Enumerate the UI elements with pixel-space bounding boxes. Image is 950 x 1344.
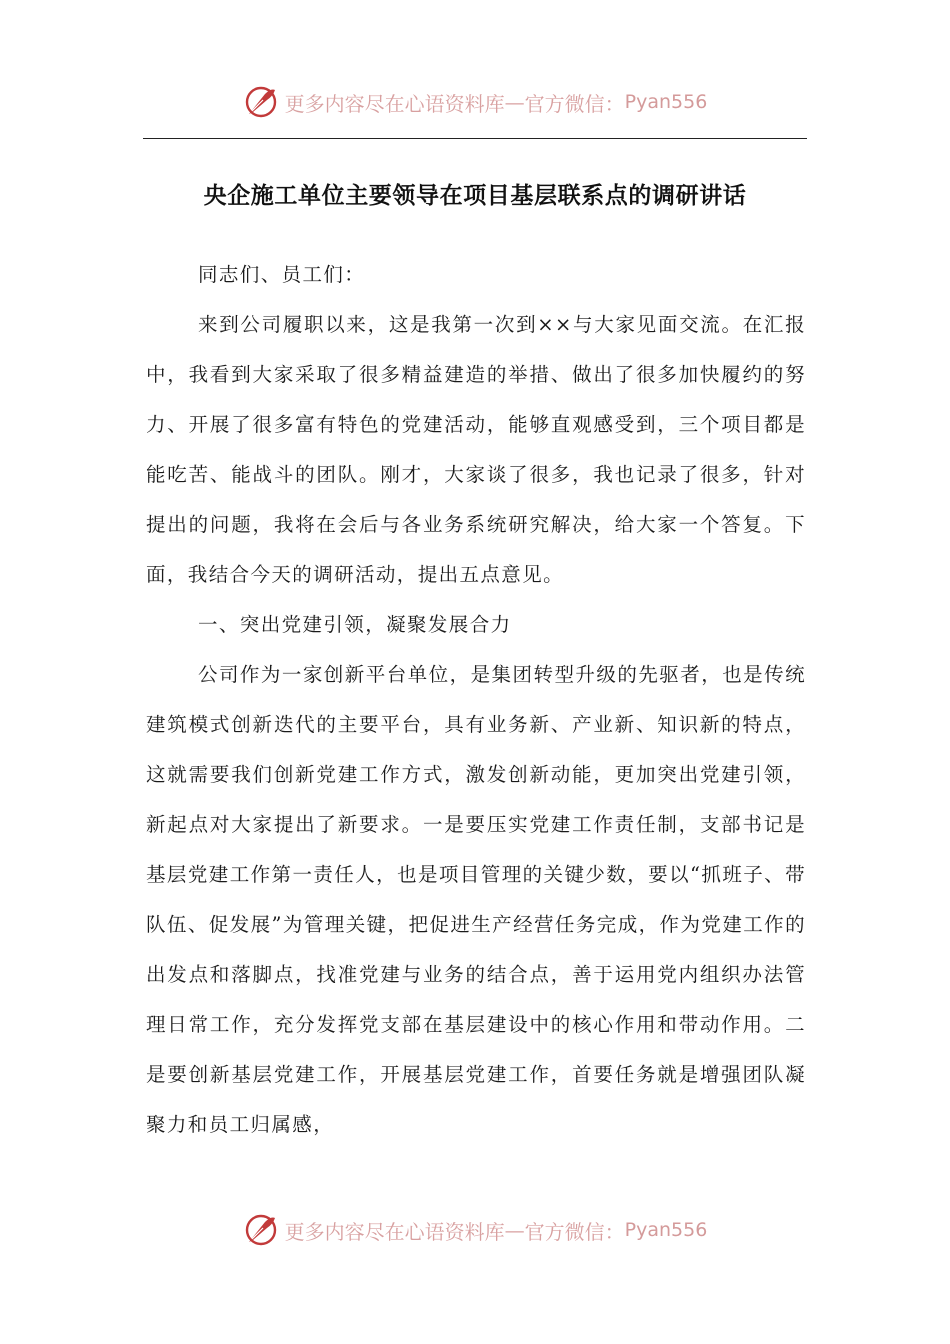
quill-pen-logo-icon — [243, 84, 279, 120]
watermark-wechat-id: Pyan556 — [624, 1219, 708, 1241]
header-divider — [143, 138, 807, 139]
document-body — [146, 250, 806, 1150]
watermark-dash: — — [504, 1218, 525, 1242]
watermark-sub-text: 官方微信： — [524, 1219, 625, 1244]
watermark-banner-bottom — [0, 1208, 950, 1252]
watermark-main-text: 更多内容尽在心语资料库 — [284, 1219, 505, 1244]
watermark-main-text: 更多内容尽在心语资料库 — [284, 91, 505, 116]
watermark-wechat-id: Pyan556 — [624, 91, 708, 113]
body-paragraph-2: 公司作为一家创新平台单位，是集团转型升级的先驱者，也是传统建筑模式创新迭代的主要平台，具有业务新、产业新、知识新的特点，这就需要我们创新党建工作方式，激发创新动能，更加突出党建引领，新起点对大家提出了新要求。一是要压实党建工作责任制，支部书记是基层党建工作第一责任人，也是项目管理的关键少数，要以“抓班子、带队伍、促发展”为管理关键，把促进生产经营任务完成，作为党建工作的出发点和落脚点，找准党建与业务的结合点，善于运用党内组织办法管理日常工作，充分发挥党支部在基层建设中的核心作用和带动作用。二是要创新基层党建工作，开展基层党建工作，首要任务就是增强团队凝聚力和员工归属感， — [146, 663, 806, 1136]
greeting-line: 同志们、员工们： — [198, 263, 366, 286]
body-paragraph-1: 来到公司履职以来，这是我第一次到××与大家见面交流。在汇报中，我看到大家采取了很多精益建造的举措、做出了很多加快履约的努力、开展了很多富有特色的党建活动，能够直观感受到，三个项目都是能吃苦、能战斗的团队。刚才，大家谈了很多，我也记录了很多，针对提出的问题，我将在会后与各业务系统研究解决，给大家一个答复。下面，我结合今天的调研活动，提出五点意见。 — [146, 313, 806, 586]
watermark-sub-text: 官方微信： — [524, 91, 625, 116]
watermark-banner-top — [0, 80, 950, 124]
document-title: 央企施工单位主要领导在项目基层联系点的调研讲话 — [203, 183, 747, 209]
section-heading-1: 一、突出党建引领，凝聚发展合力 — [198, 613, 512, 636]
watermark-dash: — — [504, 90, 525, 114]
quill-pen-logo-icon — [243, 1212, 279, 1248]
